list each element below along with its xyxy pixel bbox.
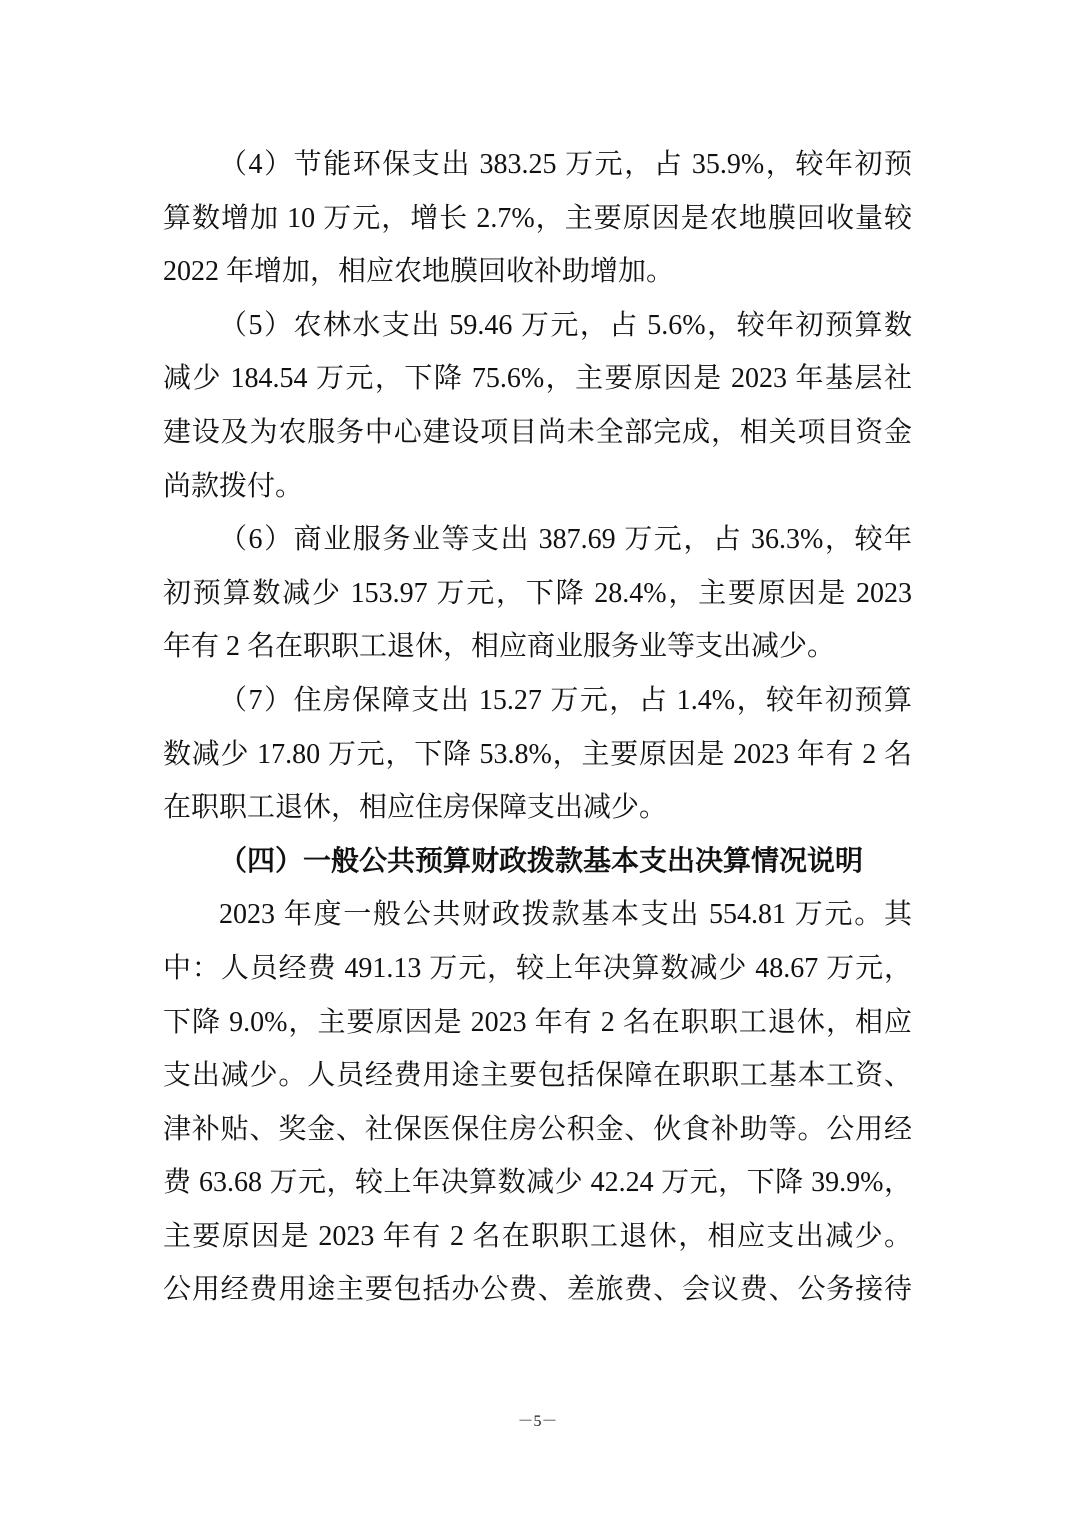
- paragraph: [163, 513, 912, 674]
- text-line: 尚款拨付。: [163, 470, 304, 502]
- text-line: （7）住房保障支出 15.27 万元，占 1.4%，较年初预算: [219, 684, 912, 716]
- paragraph: [163, 888, 912, 1317]
- text-line: 中：人员经费 491.13 万元，较上年决算数减少 48.67 万元，: [163, 952, 912, 984]
- paragraph: [163, 674, 912, 835]
- text-line: （4）节能环保支出 383.25 万元，占 35.9%，较年初预: [219, 149, 912, 180]
- document-body: [163, 138, 912, 1317]
- text-line: 初预算数减少 153.97 万元，下降 28.4%，主要原因是 2023: [163, 577, 912, 609]
- text-line: （5）农林水支出 59.46 万元，占 5.6%，较年初预算数: [219, 309, 912, 341]
- text-line: 公用经费用途主要包括办公费、差旅费、会议费、公务接待: [163, 1274, 912, 1306]
- text-line: 减少 184.54 万元，下降 75.6%，主要原因是 2023 年基层社: [163, 363, 912, 395]
- paragraph: [163, 299, 912, 513]
- text-line: 2022 年增加，相应农地膜回收补助增加。: [163, 256, 675, 288]
- text-line: 算数增加 10 万元，增长 2.7%，主要原因是农地膜回收量较: [163, 202, 912, 234]
- page-number: －5－: [517, 1413, 558, 1430]
- text-line: 主要原因是 2023 年有 2 名在职职工退休，相应支出减少。: [163, 1220, 912, 1252]
- text-line: 津补贴、奖金、社保医保住房公积金、伙食补助等。公用经: [163, 1113, 912, 1145]
- text-line: 在职职工退休，相应住房保障支出减少。: [163, 792, 668, 824]
- text-line: （6）商业服务业等支出 387.69 万元，占 36.3%，较年: [219, 524, 912, 556]
- text-line: （四）一般公共预算财政拨款基本支出决算情况说明: [219, 845, 864, 877]
- text-line: 支出减少。人员经费用途主要包括保障在职职工基本工资、: [163, 1060, 912, 1092]
- text-line: 下降 9.0%，主要原因是 2023 年有 2 名在职职工退休，相应: [163, 1006, 912, 1038]
- text-line: 费 63.68 万元，较上年决算数减少 42.24 万元，下降 39.9%，: [163, 1167, 912, 1199]
- section-heading: [163, 835, 912, 889]
- text-line: 数减少 17.80 万元，下降 53.8%，主要原因是 2023 年有 2 名: [163, 738, 912, 770]
- text-line: 2023 年度一般公共财政拨款基本支出 554.81 万元。其: [219, 899, 912, 931]
- text-line: 年有 2 名在职职工退休，相应商业服务业等支出减少。: [163, 631, 836, 663]
- text-line: 建设及为农服务中心建设项目尚未全部完成，相关项目资金: [163, 416, 912, 448]
- paragraph: [163, 138, 912, 299]
